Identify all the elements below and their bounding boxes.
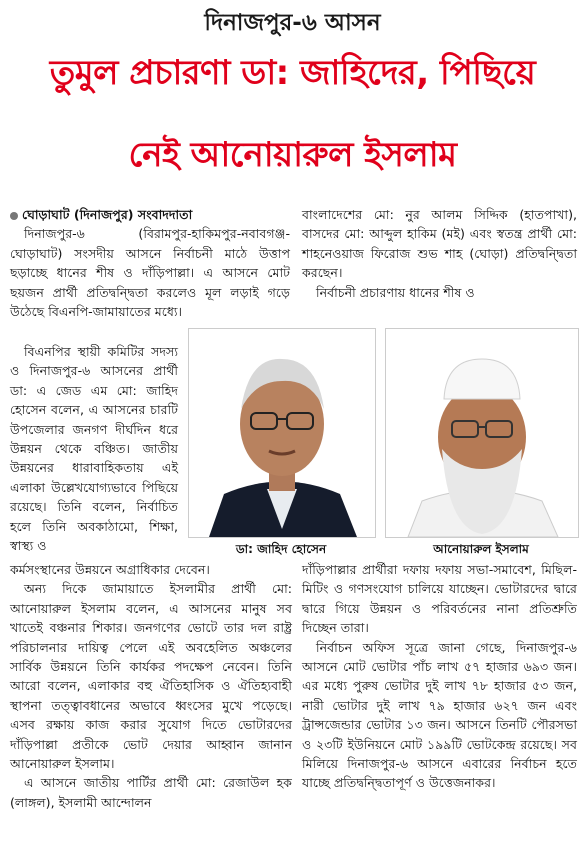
headline-line-2: নেই আনোয়ারুল ইসলাম (128, 135, 457, 175)
photo-left (188, 328, 376, 538)
article-column-left-narrow (10, 342, 178, 555)
paragraph: অন্য দিকে জামায়াতে ইসলামীর প্রার্থী মো: আনোয়ারুল ইসলাম বলেন, এ আসনের মানুষ সব খাতেই বঞ্চনার শিকার। জনগণের ভোটে তার দল রাষ্ট্র পরিচালনার দায়িত্ব পেলে এই অবহেলিত অঞ্চলের সার্বিক উন্নয়নে তিনি কার্যকর পদক্ষেপ নেবেন। তিনি আরো বলেন, এলাকার বহু ঐতিহাসিক ও ঐতিহ্যবাহী স্থাপনা তত্ত্বাবধানের অভাবে ধ্বংসের মুখে পড়েছে। এসব রক্ষায় কাজ করার সুযোগ দিতে ভোটারদের দাঁড়িপাল্লা প্রতীকে ভোট দেয়ার আহ্বান জানান আনোয়ারুল ইসলাম। (10, 581, 292, 772)
photo-left-caption: ডা: জাহিদ হোসেন (235, 542, 327, 556)
paragraph: দাঁড়িপাল্লার প্রার্থীরা দফায় দফায় সভা-সমাবেশ, মিছিল-মিটিং ও গণসংযোগ চালিয়ে যাচ্ছেন। ভোটারদের দ্বারে দ্বারে গিয়ে উন্নয়ন ও পরিবর্তনের নানা প্রতিশ্রুতি দিচ্ছেন তারা। (302, 562, 577, 636)
paragraph: নির্বাচনী প্রচারণায় ধানের শীষ ও (316, 284, 475, 300)
article-column-left-top (10, 205, 290, 321)
paragraph: নির্বাচন অফিস সূত্রে জানা গেছে, দিনাজপুর-৬ আসনে মোট ভোটার পাঁচ লাখ ৫৭ হাজার ৬৯৩ জন। এর মধ্যে পুরুষ ভোটার দুই লাখ ৭৮ হাজার ৫৩ জন, নারী ভোটার দুই লাখ ৭৯ হাজার ৬২৭ জন এবং ট্রান্সজেন্ডার ভোটার ১৩ জন। আসনে তিনটি পৌরসভা ও ২৩টি ইউনিয়নে মোট ১৯৯টি ভোটকেন্দ্র রয়েছে। সব মিলিয়ে দিনাজপুর-৬ আসনে এবারের নির্বাচন হতে যাচ্ছে প্রতিদ্বন্দ্বিতাপূর্ণ ও উত্তেজনাকর। (302, 639, 577, 791)
paragraph: কর্মসংস্থানের উন্নয়নে অগ্রাধিকার দেবেন। (10, 562, 210, 577)
portrait-image-right (386, 329, 578, 537)
byline-text: ঘোড়াঘাট (দিনাজপুর) সংবাদদাতা (22, 207, 193, 222)
portrait-image-left (189, 329, 375, 537)
paragraph: দিনাজপুর-৬ (বিরামপুর-হাকিমপুর-নবাবগঞ্জ-ঘোড়াঘাট) সংসদীয় আসনে নির্বাচনী মাঠে উত্তাপ ছড়াচ্ছে ধানের শীষ ও দাঁড়িপাল্লা। এ আসনে মোট ছয়জন প্রার্থী প্রতিদ্বন্দ্বিতা করলেও মূল লড়াই গড়ে উঠেছে বিএনপি-জামায়াতের মধ্যে। (10, 226, 290, 320)
section-kicker: দিনাজপুর-৬ আসন (204, 10, 381, 36)
paragraph: এ আসনে জাতীয় পার্টির প্রার্থী মো: রেজাউল হক (লাঙ্গল), ইসলামী আন্দোলন (10, 775, 292, 810)
paragraph: বাংলাদেশের মো: নুর আলম সিদ্দিক (হাতপাখা), বাসদের মো: আব্দুল হাকিম (মই) এবং স্বতন্ত্র প্রার্থী মো: শাহনেওয়াজ ফিরোজ শুভ শাহ (ঘোড়া) প্রতিদ্বন্দ্বিতা করছেন। (302, 207, 577, 281)
photo-right (385, 328, 579, 538)
article-column-left-bottom (10, 560, 292, 812)
paragraph: বিএনপির স্থায়ী কমিটির সদস্য ও দিনাজপুর-৬ আসনের প্রার্থী ডা: এ জেড এম মো: জাহিদ হোসেন বলেন, এ আসনের চারটি উপজেলার জনগণ দীর্ঘদিন ধরে উন্নয়ন থেকে বঞ্চিত। জাতীয় উন্নয়নের ধারাবাহিকতায় এই এলাকা উল্লেখযোগ্যভাবে পিছিয়ে রয়েছে। তিনি বলেন, নির্বাচিত হলে তিনি অবকাঠামো, শিক্ষা, স্বাস্থ্য ও (10, 344, 178, 554)
article-column-right-top (302, 205, 577, 302)
article-column-right-bottom (302, 560, 577, 793)
headline-line-1: তুমুল প্রচারণা ডা: জাহিদের, পিছিয়ে (49, 53, 536, 93)
bullet-icon (10, 212, 18, 220)
byline (10, 205, 290, 224)
photo-right-caption: আনোয়ারুল ইসলাম (433, 542, 529, 556)
